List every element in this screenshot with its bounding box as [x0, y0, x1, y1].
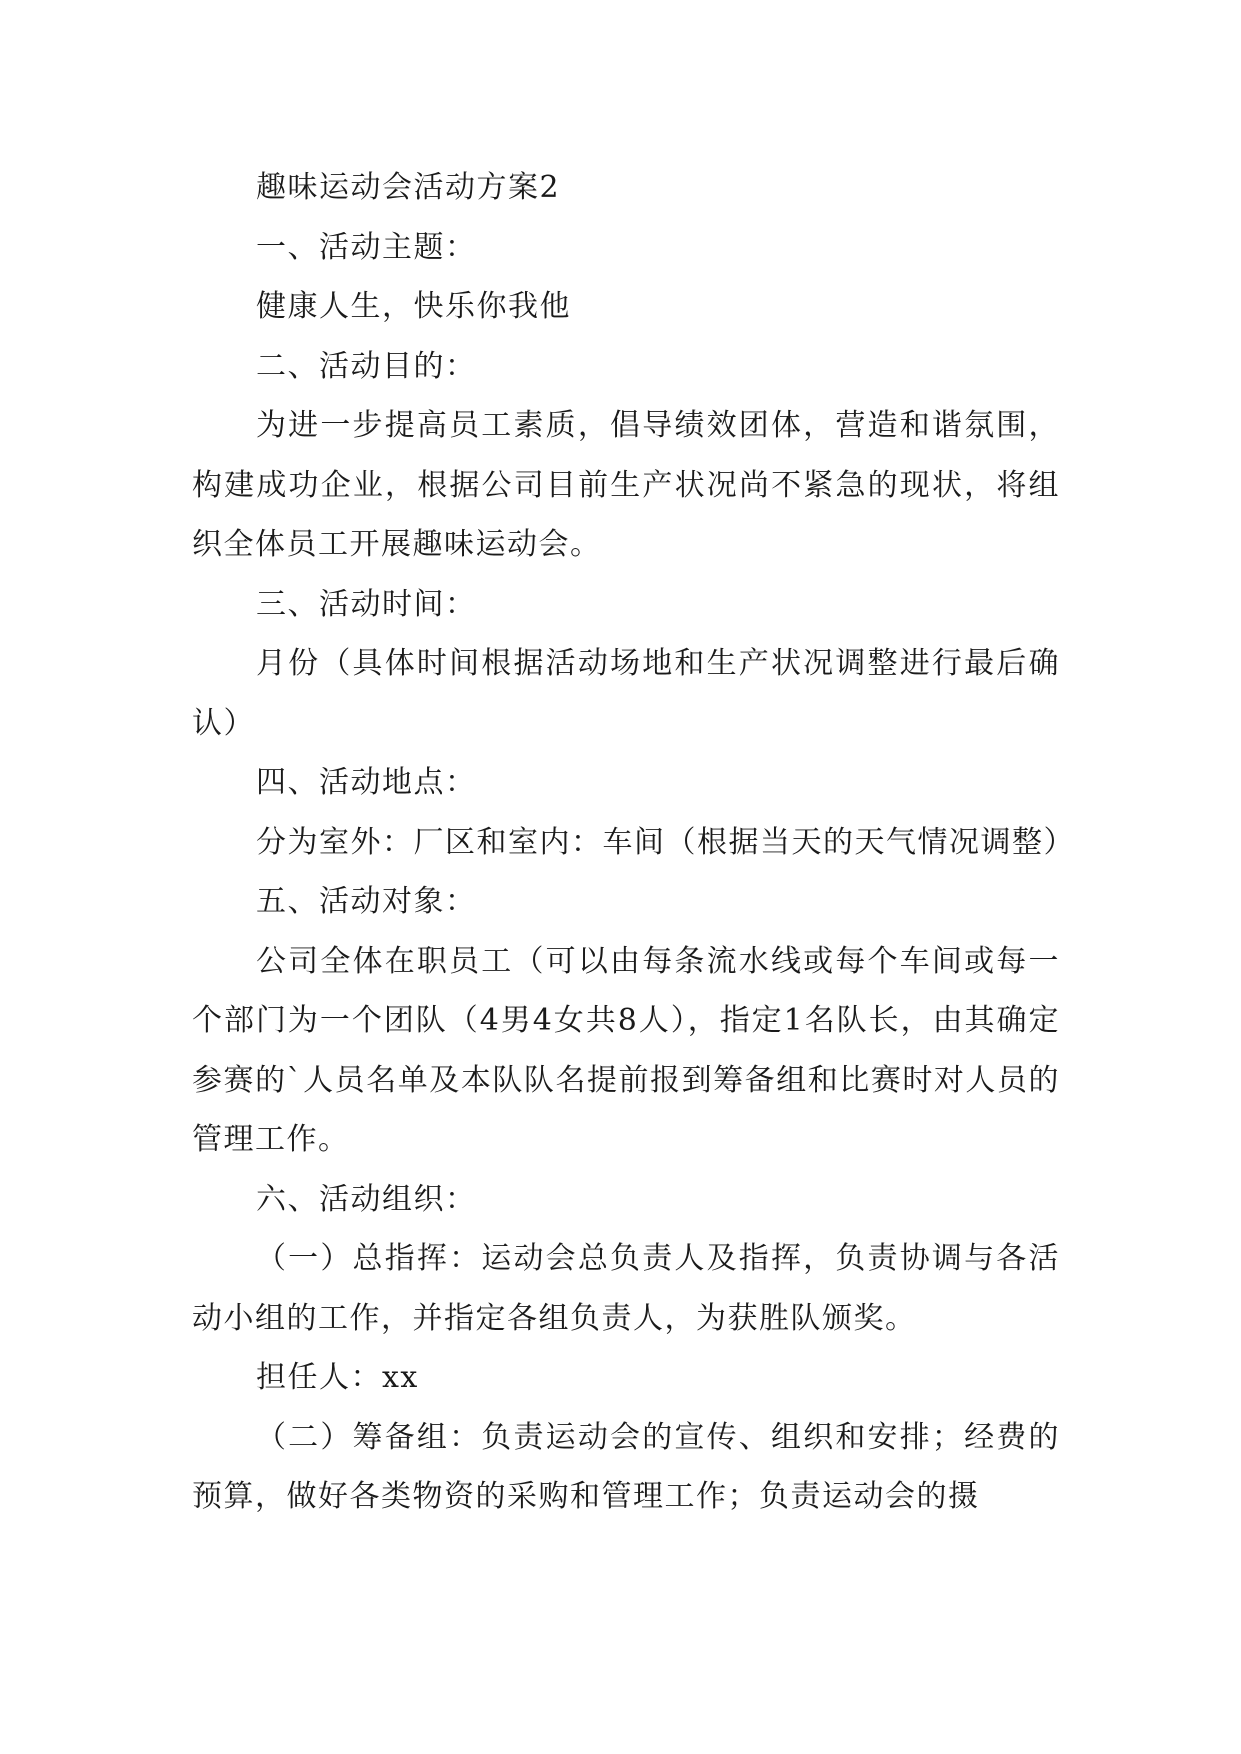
paragraph-preparation-group: （二）筹备组：负责运动会的宣传、组织和安排；经费的预算，做好各类物资的采购和管理工作；负责运动会的摄: [192, 1419, 1060, 1514]
paragraph-commander: （一）总指挥：运动会总负责人及指挥，负责协调与各活动小组的工作，并指定各组负责人，为获胜队颁奖。: [192, 1241, 1060, 1336]
paragraph-theme: 健康人生，快乐你我他: [256, 289, 571, 324]
paragraph-participants: 公司全体在职员工（可以由每条流水线或每个车间或每一个部门为一个团队（4男4女共8人），指定1名队长，由其确定参赛的`人员名单及本队队名提前报到筹备组和比赛时对人员的管理工作。: [192, 943, 1060, 1157]
section-heading-organization: 六、活动组织：: [256, 1181, 477, 1217]
paragraph-location: 分为室外：厂区和室内：车间（根据当天的天气情况调整）: [256, 824, 1075, 860]
paragraph-commander-person: 担任人：xx: [256, 1360, 419, 1395]
section-heading-location: 四、活动地点：: [256, 765, 477, 800]
paragraph-purpose: 为进一步提高员工素质，倡导绩效团体，营造和谐氛围，构建成功企业，根据公司目前生产状况尚不紧急的现状，将组织全体员工开展趣味运动会。: [192, 408, 1060, 562]
section-heading-time: 三、活动时间：: [256, 586, 477, 622]
paragraph-time: 月份（具体时间根据活动场地和生产状况调整进行最后确认）: [192, 646, 1060, 741]
document-title: 趣味运动会活动方案2: [256, 170, 561, 205]
document-body: [192, 158, 1075, 1527]
section-heading-purpose: 二、活动目的：: [256, 348, 477, 384]
section-heading-theme: 一、活动主题：: [256, 229, 477, 265]
section-heading-participants: 五、活动对象：: [256, 884, 477, 919]
